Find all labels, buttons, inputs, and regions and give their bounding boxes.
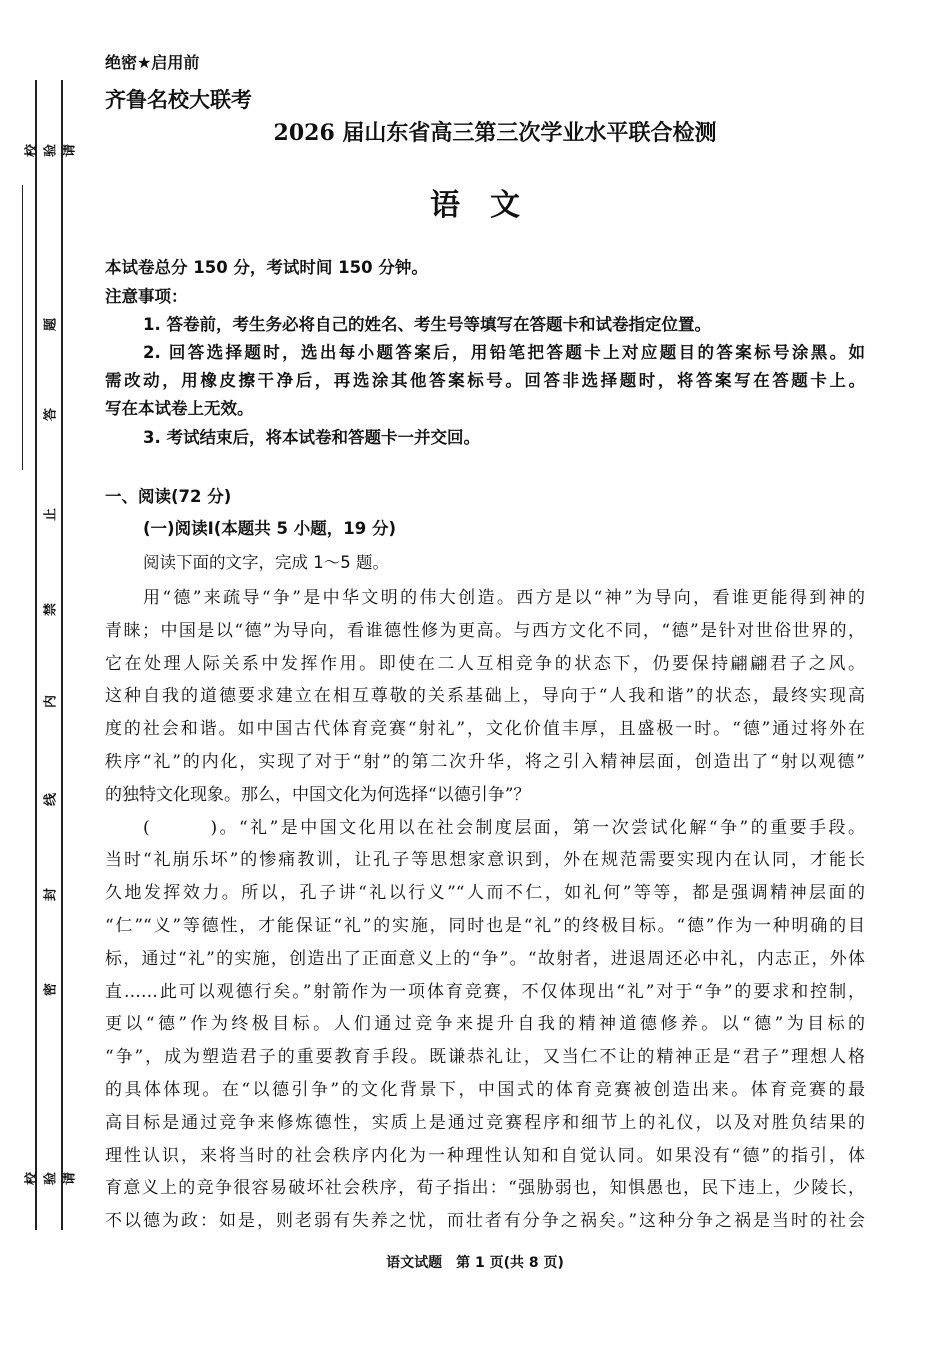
score-time: 本试卷总分 150 分，考试时间 150 分钟。 bbox=[105, 258, 428, 277]
passage-line: 育意义上的竞争很容易破坏社会秩序，荀子指出：“强胁弱也，知惧愚也，民下违上，少陵长， bbox=[105, 1178, 865, 1199]
section-subtitle: (一)阅读Ⅰ(本题共 5 小题，19 分) bbox=[143, 519, 396, 538]
passage-line: 高目标是通过竞争来修炼德性，实质上是通过竞赛程序和细节上的礼仪，以及对胜负结果的 bbox=[105, 1112, 865, 1133]
margin-char: 禁 bbox=[43, 603, 59, 617]
passage-line: ( )。“礼”是中国文化用以在社会制度层面，第一次尝试化解“争”的重要手段。 bbox=[143, 817, 865, 838]
note-3: 3. 考试结束后，将本试卷和答题卡一并交回。 bbox=[143, 428, 480, 447]
confidential-label: 绝密★启用前 bbox=[105, 53, 200, 72]
passage-line: 的独特文化现象。那么，中国文化为何选择“以德引争”？ bbox=[105, 784, 531, 805]
passage-line: 标，通过“礼”的实施，创造出了正面意义上的“争”。“故射者，进退周还必中礼，内志正，外体 bbox=[105, 948, 865, 969]
note-1: 1. 答卷前，考生务必将自己的姓名、考生号等填写在答题卡和试卷指定位置。 bbox=[143, 315, 711, 334]
margin-char: 题 bbox=[43, 318, 59, 332]
margin-char: 密 bbox=[43, 983, 59, 997]
margin-label-bottom: 校验请 bbox=[24, 1172, 78, 1186]
note-2-cont: 需改动，用橡皮擦干净后，再选涂其他答案标号。回答非选择题时，将答案写在答题卡上。 bbox=[105, 371, 865, 390]
binding-line-inner bbox=[61, 80, 63, 1230]
passage-line: 久地发挥效力。所以，孔子讲“礼以行义”“人而不仁，如礼何”等等，都是强调精神层面的 bbox=[105, 883, 865, 904]
passage-line: 当时“礼崩乐坏”的惨痛教训，让孔子等思想家意识到，外在规范需要实现内在认同，才能长 bbox=[105, 850, 865, 871]
passage-line: 这种自我的道德要求建立在相互尊敬的关系基础上，导向于“人我和谐”的状态，最终实现高 bbox=[105, 686, 865, 707]
margin-char: 答 bbox=[43, 408, 59, 422]
passage-line: 理性认识，来将当时的社会秩序内化为一种理性认知和自觉认同。如果没有“德”的指引，体 bbox=[105, 1145, 865, 1166]
passage-line: 直……此可以观德行矣。”射箭作为一项体育竞赛，不仅体现出“礼”对于“争”的要求和控制， bbox=[105, 981, 865, 1002]
passage-line: 度的社会和谐。如中国古代体育竞赛“射礼”，文化价值丰厚，且盛极一时。“德”通过将外在 bbox=[105, 719, 865, 740]
passage-line: 青睐；中国是以“德”为导向，看谁德性修为更高。与西方文化不同，“德”是针对世俗世界的， bbox=[105, 620, 865, 641]
passage-line: 更以“德”作为终极目标。人们通过竞争来提升自我的精神道德修养。以“德”为目标的 bbox=[105, 1014, 865, 1035]
note-2-end: 写在本试卷上无效。 bbox=[105, 399, 254, 418]
margin-char: 内 bbox=[43, 695, 59, 709]
section-title: 一、阅读(72 分) bbox=[105, 487, 232, 506]
passage-line: “仁”“义”等德性，才能保证“礼”的实施，同时也是“礼”的终极目标。“德”作为一种明确的目 bbox=[105, 916, 865, 936]
binding-line-outer bbox=[35, 80, 37, 1230]
passage-line: 它在处理人际关系中发挥作用。即使在二人互相竞争的状态下，仍要保持翩翩君子之风。 bbox=[105, 653, 865, 674]
passage-line: 用“德”来疏导“争”是中华文明的伟大创造。西方是以“神”为导向，看谁更能得到神的 bbox=[143, 588, 865, 608]
note-2: 2. 回答选择题时，选出每小题答案后，用铅笔把答题卡上对应题目的答案标号涂黑。如 bbox=[143, 343, 865, 362]
margin-char: 线 bbox=[43, 793, 59, 807]
exam-title: 2026 届山东省高三第三次学业水平联合检测 bbox=[273, 120, 717, 146]
page-footer: 语文试题 第 1 页(共 8 页) bbox=[386, 1255, 564, 1271]
margin-char: 封 bbox=[43, 888, 59, 902]
notes-title: 注意事项： bbox=[105, 287, 188, 306]
passage-line: 不以德为政：如是，则老弱有失养之忧，而壮者有分争之祸矣。”这种分争之祸是当时的社会 bbox=[105, 1211, 865, 1232]
organizer: 齐鲁名校大联考 bbox=[105, 88, 252, 112]
section-prompt: 阅读下面的文字，完成 1～5 题。 bbox=[143, 553, 389, 572]
passage-line: “争”，成为塑造君子的重要教育手段。既谦恭礼让，又当仁不让的精神正是“君子”理想人格 bbox=[105, 1047, 865, 1068]
margin-char: 止 bbox=[43, 508, 59, 522]
margin-label-top: 校验请 bbox=[24, 144, 78, 158]
subject-title: 语 文 bbox=[430, 188, 520, 223]
name-field-line bbox=[22, 185, 23, 470]
passage-line: 秩序“礼”的内化，实现了对于“射”的第二次升华，将之引入精神层面，创造出了“射以观德” bbox=[105, 752, 865, 772]
passage-line: 的具体体现。在“以德引争”的文化背景下，中国式的体育竞赛被创造出来。体育竞赛的最 bbox=[105, 1080, 865, 1100]
